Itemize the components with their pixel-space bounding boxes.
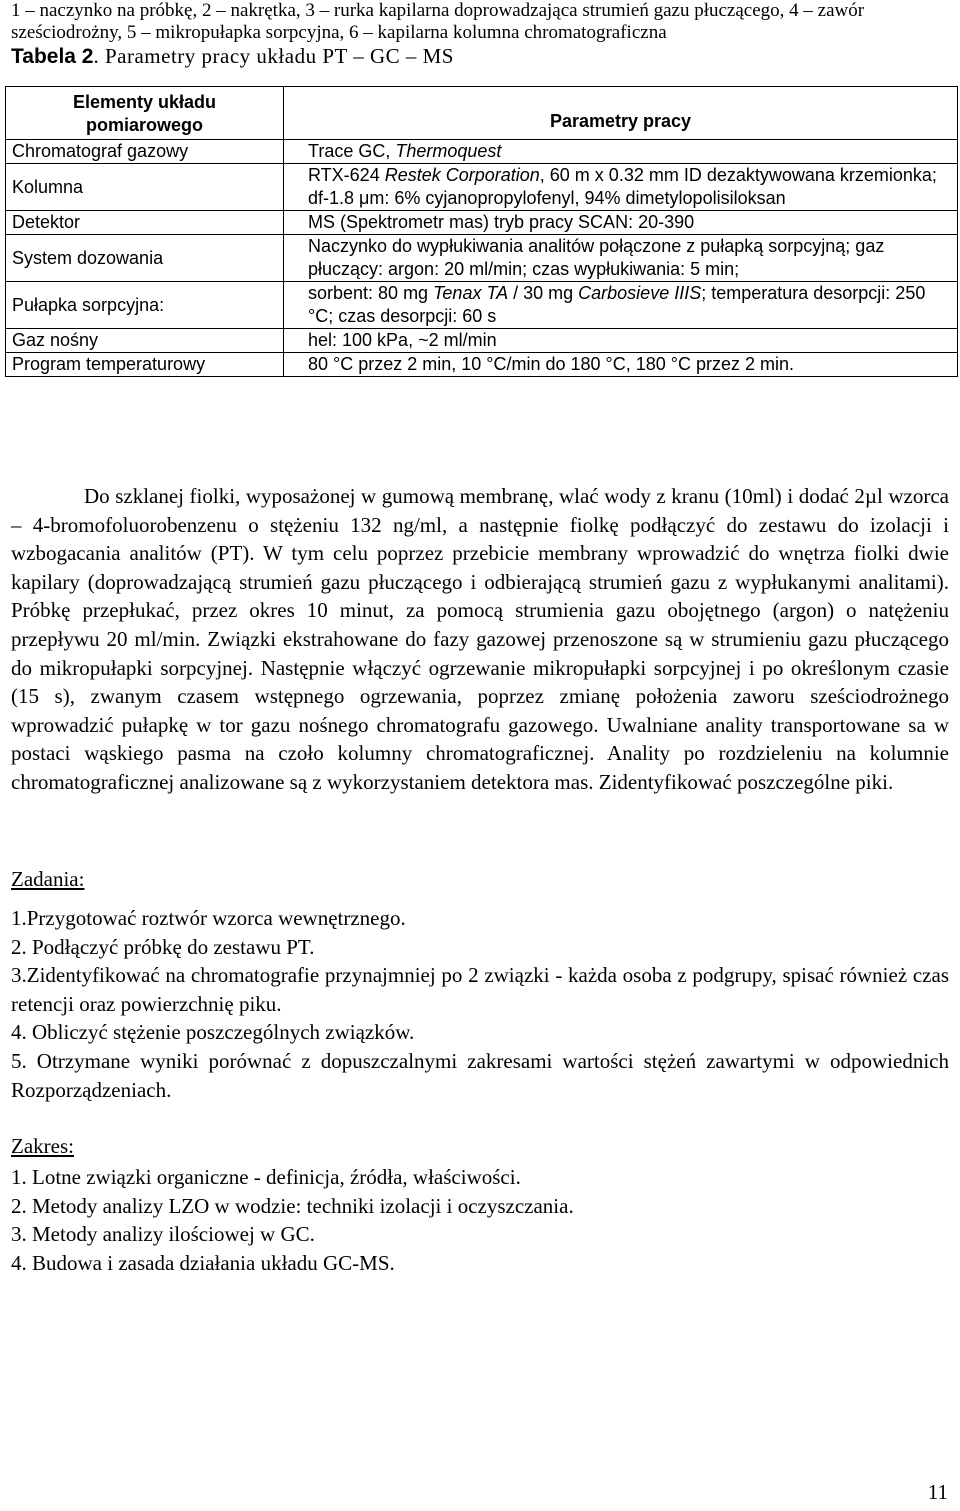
row-label: Gaz nośny — [6, 329, 284, 353]
row-value: sorbent: 80 mg Tenax TA / 30 mg Carbosieve IIIS; temperatura desorpcji: 250 °C; czas desorpcji: 60 s — [284, 282, 958, 329]
row-label: Chromatograf gazowy — [6, 140, 284, 164]
row-label: System dozowania — [6, 235, 284, 282]
row-value: Naczynko do wypłukiwania analitów połączone z pułapką sorpcyjną; gaz płuczący: argon: 20 ml/min; czas wypłukiwania: 5 min; — [284, 235, 958, 282]
table-row — [6, 329, 958, 353]
list-item: 4. Obliczyć stężenie poszczególnych związków. — [11, 1020, 415, 1045]
row-label: Program temperaturowy — [6, 353, 284, 377]
table-row — [6, 282, 958, 329]
row-value: 80 °C przez 2 min, 10 °C/min do 180 °C, 180 °C przez 2 min. — [284, 353, 958, 377]
row-value: hel: 100 kPa, ~2 ml/min — [284, 329, 958, 353]
tasks-list — [11, 904, 949, 1104]
table-row — [6, 211, 958, 235]
list-item: 1.Przygotować roztwór wzorca wewnętrznego. — [11, 906, 406, 930]
row-value: MS (Spektrometr mas) tryb pracy SCAN: 20-390 — [284, 211, 958, 235]
row-label: Detektor — [6, 211, 284, 235]
table-title-text: . Parametry pracy układu PT – GC – MS — [93, 44, 454, 68]
list-item: 1. Lotne związki organiczne - definicja, źródła, właściwości. — [11, 1165, 521, 1189]
row-label: Kolumna — [6, 164, 284, 211]
figure-caption: 1 – naczynko na próbkę, 2 – nakrętka, 3 – rurka kapilarna doprowadzająca strumień gazu płuczącego, 4 – zawór sześciodrożny, 5 – mikropułapka sorpcyjna, 6 – kapilarna kolumna chromatograficzna — [11, 0, 865, 43]
table-row — [6, 140, 958, 164]
page-number: 11 — [927, 1480, 948, 1504]
list-item: 5. Otrzymane wyniki porównać z dopuszczalnymi zakresami wartości stężeń zawartymi w odpowiednich Rozporządzeniach. — [11, 1048, 949, 1102]
table-row — [6, 235, 958, 282]
table-title-label: Tabela 2 — [11, 45, 94, 68]
table-title — [11, 44, 454, 69]
parameters-table — [5, 86, 958, 377]
table-row — [6, 164, 958, 211]
procedure-paragraph: Do szklanej fiolki, wyposażonej w gumową membranę, wlać wody z kranu (10ml) i dodać 2µl wzorca – 4-bromofoluorobenzenu o stężeniu 132 ng/ml, a następnie fiolkę podłączyć do zestawu do izolacji i wzbogacania analitów (PT). W tym celu poprzez przebicie membrany wprowadzić do wnętrza fiolki dwie kapilary (doprowadzającą strumień gazu płuczącego i odbierającą strumień gazu z wypłukanymi analitami). Próbkę przepłukać, przez okres 10 minut, za pomocą strumienia gazu obojętnego (argon) o natężeniu przepływu 20 ml/min. Związki ekstrahowane do fazy gazowej przenoszone są w strumieniu gazu płuczącego do mikropułapki sorpcyjnej. Następnie włączyć ogrzewanie mikropułapki sorpcyjnej i po określonym czasie (15 s), zwanym czasem wstępnego ogrzewania, poprzez zmianę położenia zaworu sześciodrożnego wprowadzić pułapkę w tor gazu nośnego chromatografu gazowego. Uwalniane anality transportowane sa w postaci wąskiego pasma na czoło kolumny chromatograficznej. Anality po rozdzieleniu na kolumnie chromatograficznej analizowane są z wykorzystaniem detektora mas. Zidentyfikować poszczególne piki. — [11, 484, 949, 794]
list-item: 2. Metody analizy LZO w wodzie: techniki izolacji i oczyszczania. — [11, 1193, 574, 1218]
list-item: 3.Zidentyfikować na chromatografie przynajmniej po 2 związki - każda osoba z podgrupy, spisać również czas retencji oraz powierzchnię piku. — [11, 963, 949, 1016]
table-header-row — [6, 87, 958, 140]
row-value: RTX-624 Restek Corporation, 60 m x 0.32 mm ID dezaktywowana krzemionka; df-1.8 μm: 6% cyjanopropylofenyl, 94% dimetylopolisiloksan — [284, 164, 958, 211]
scope-heading: Zakres: — [11, 1134, 74, 1158]
list-item: 4. Budowa i zasada działania układu GC-MS. — [11, 1250, 395, 1275]
list-item: 3. Metody analizy ilościowej w GC. — [11, 1222, 315, 1247]
row-label: Pułapka sorpcyjna: — [6, 282, 284, 329]
scope-list — [11, 1163, 949, 1277]
row-value: Trace GC, Thermoquest — [284, 140, 958, 164]
header-parameters: Parametry pracy — [284, 87, 958, 140]
list-item: 2. Podłączyć próbkę do zestawu PT. — [11, 934, 315, 959]
tasks-heading: Zadania: — [11, 867, 85, 891]
table-row — [6, 353, 958, 377]
header-elements: Elementy układu pomiarowego — [6, 87, 284, 140]
